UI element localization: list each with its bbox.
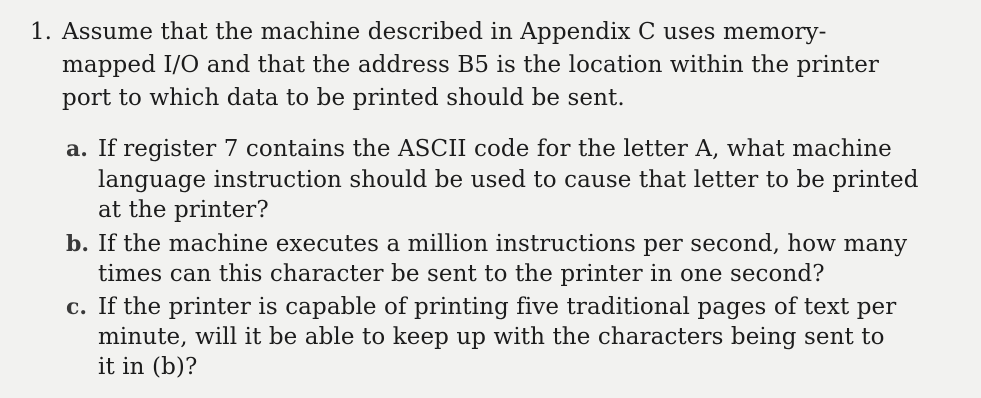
part-b-line: times can this character be sent to the printer in one second? bbox=[98, 261, 825, 287]
part-b-label: b. bbox=[66, 231, 90, 257]
part-a-line: language instruction should be used to cause that letter to be printed bbox=[98, 167, 919, 193]
part-c-line: If the printer is capable of printing five traditional pages of text per bbox=[98, 294, 897, 320]
part-a-line: If register 7 contains the ASCII code for the letter A, what machine bbox=[98, 136, 892, 162]
question-line: mapped I/O and that the address B5 is the location within the printer bbox=[62, 52, 880, 78]
part-c-label: c. bbox=[66, 294, 88, 320]
part-a-line: at the printer? bbox=[98, 197, 269, 223]
question-line: port to which data to be printed should be sent. bbox=[62, 85, 625, 111]
question-number: 1. bbox=[30, 19, 52, 45]
question-line: Assume that the machine described in Appendix C uses memory- bbox=[62, 19, 827, 45]
part-a-label: a. bbox=[66, 136, 88, 162]
part-b-line: If the machine executes a million instructions per second, how many bbox=[98, 231, 908, 257]
part-c-line: it in (b)? bbox=[98, 354, 198, 380]
part-c-line: minute, will it be able to keep up with the characters being sent to bbox=[98, 324, 885, 350]
